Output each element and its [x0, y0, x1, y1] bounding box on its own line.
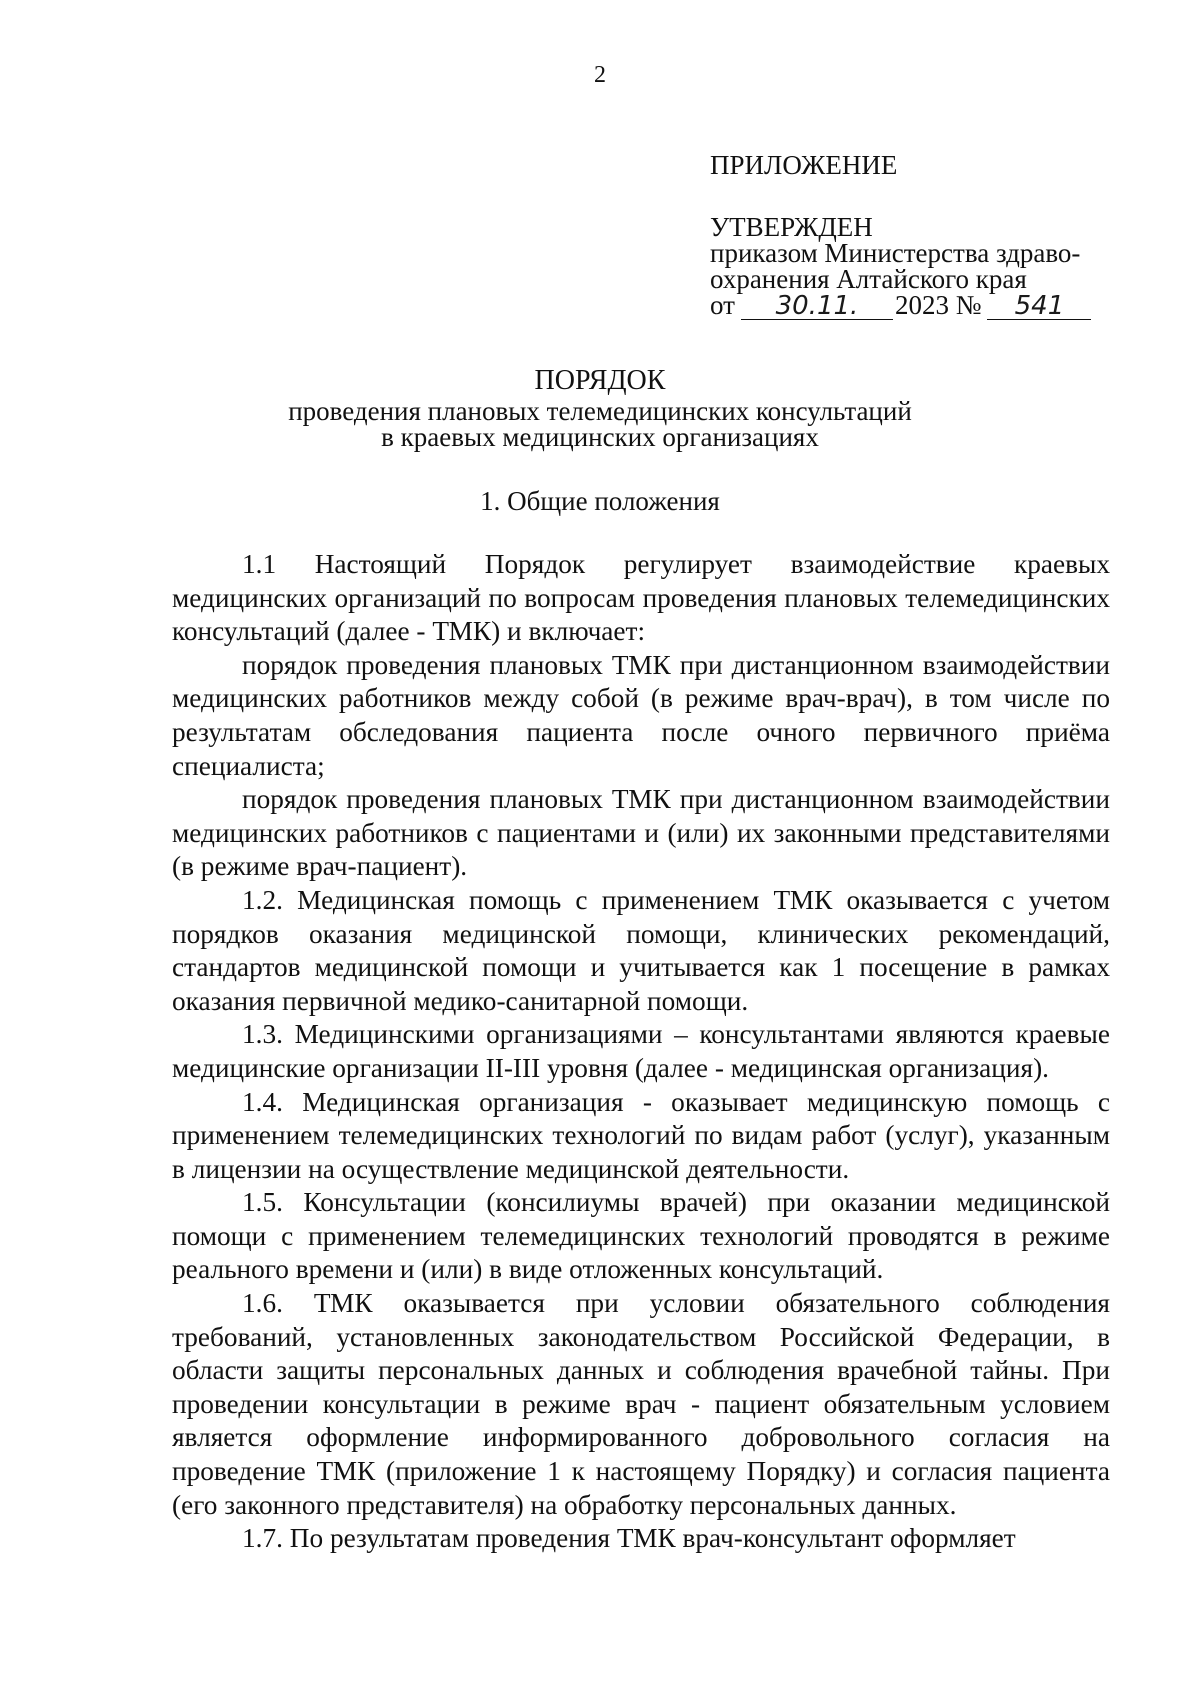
- handwritten-order-number: 541: [987, 293, 1091, 320]
- approved-label: УТВЕРЖДЕН: [710, 212, 873, 242]
- paragraph-1-7: 1.7. По результатам проведения ТМК врач-консультант оформляет: [242, 1523, 1016, 1554]
- section-heading: 1. Общие положения: [480, 486, 720, 516]
- order-year: 2023 №: [894, 290, 982, 320]
- body-text: [172, 548, 1110, 1556]
- paragraph-1-4: 1.4. Медицинская организация - оказывает медицинскую помощь с применением телемедицинских технологий по видам работ (услуг), указанным в лицензии на осуществление медицинской деятельности.: [172, 1086, 1110, 1184]
- document-title: [0, 365, 1200, 452]
- paragraph-1-5: 1.5. Консультации (консилиумы врачей) при оказании медицинской помощи с применением телемедицинских технологий проводятся в режиме реального времени и (или) в виде отложенных консультаций.: [172, 1187, 1110, 1285]
- paragraph-1-3: 1.3. Медицинскими организациями – консультантами являются краевые медицинские организации II-III уровня (далее - медицинская организация).: [172, 1019, 1110, 1083]
- handwritten-date: 30.11.: [741, 293, 893, 320]
- page-number: 2: [594, 62, 606, 88]
- paragraph-1-6: 1.6. ТМК оказывается при условии обязательного соблюдения требований, установленных законодательством Российской Федерации, в области защиты персональных данных и соблюдения врачебной тайны. При проведении консультации в режиме врач - пациент обязательным условием является оформление информированного добровольного согласия на проведение ТМК (приложение 1 к настоящему Порядку) и согласия пациента (его законного представителя) на обработку персональных данных.: [172, 1288, 1110, 1520]
- title-line-2: проведения плановых телемедицинских консультаций: [288, 396, 912, 426]
- paragraph-list-item-1: порядок проведения плановых ТМК при дистанционном взаимодействии медицинских работников между собой (в режиме врач-врач), в том числе по результатам обследования пациента после очного первичного приёма специалиста;: [172, 649, 1110, 781]
- paragraph-1-2: 1.2. Медицинская помощь с применением ТМК оказывается с учетом порядков оказания медицинской помощи, клинических рекомендаций, стандартов медицинской помощи и учитывается как 1 посещение в рамках оказания первичной медико-санитарной помощи.: [172, 884, 1110, 1016]
- paragraph-1-1: 1.1 Настоящий Порядок регулирует взаимодействие краевых медицинских организаций по вопросам проведения плановых телемедицинских консультаций (далее - ТМК) и включает:: [172, 549, 1110, 647]
- paragraph-list-item-2: порядок проведения плановых ТМК при дистанционном взаимодействии медицинских работников с пациентами и (или) их законными представителями (в режиме врач-пациент).: [172, 784, 1110, 882]
- date-prefix: от: [710, 290, 735, 320]
- appendix-label: ПРИЛОЖЕНИЕ: [710, 150, 898, 180]
- order-line-1: приказом Министерства здраво-: [710, 238, 1081, 268]
- approval-block: [710, 152, 1130, 320]
- title-line-3: в краевых медицинских организациях: [381, 422, 819, 452]
- order-line-2: охранения Алтайского края: [710, 264, 1027, 294]
- title-line-1: ПОРЯДОК: [534, 365, 666, 396]
- order-date-number-line: [710, 292, 1130, 320]
